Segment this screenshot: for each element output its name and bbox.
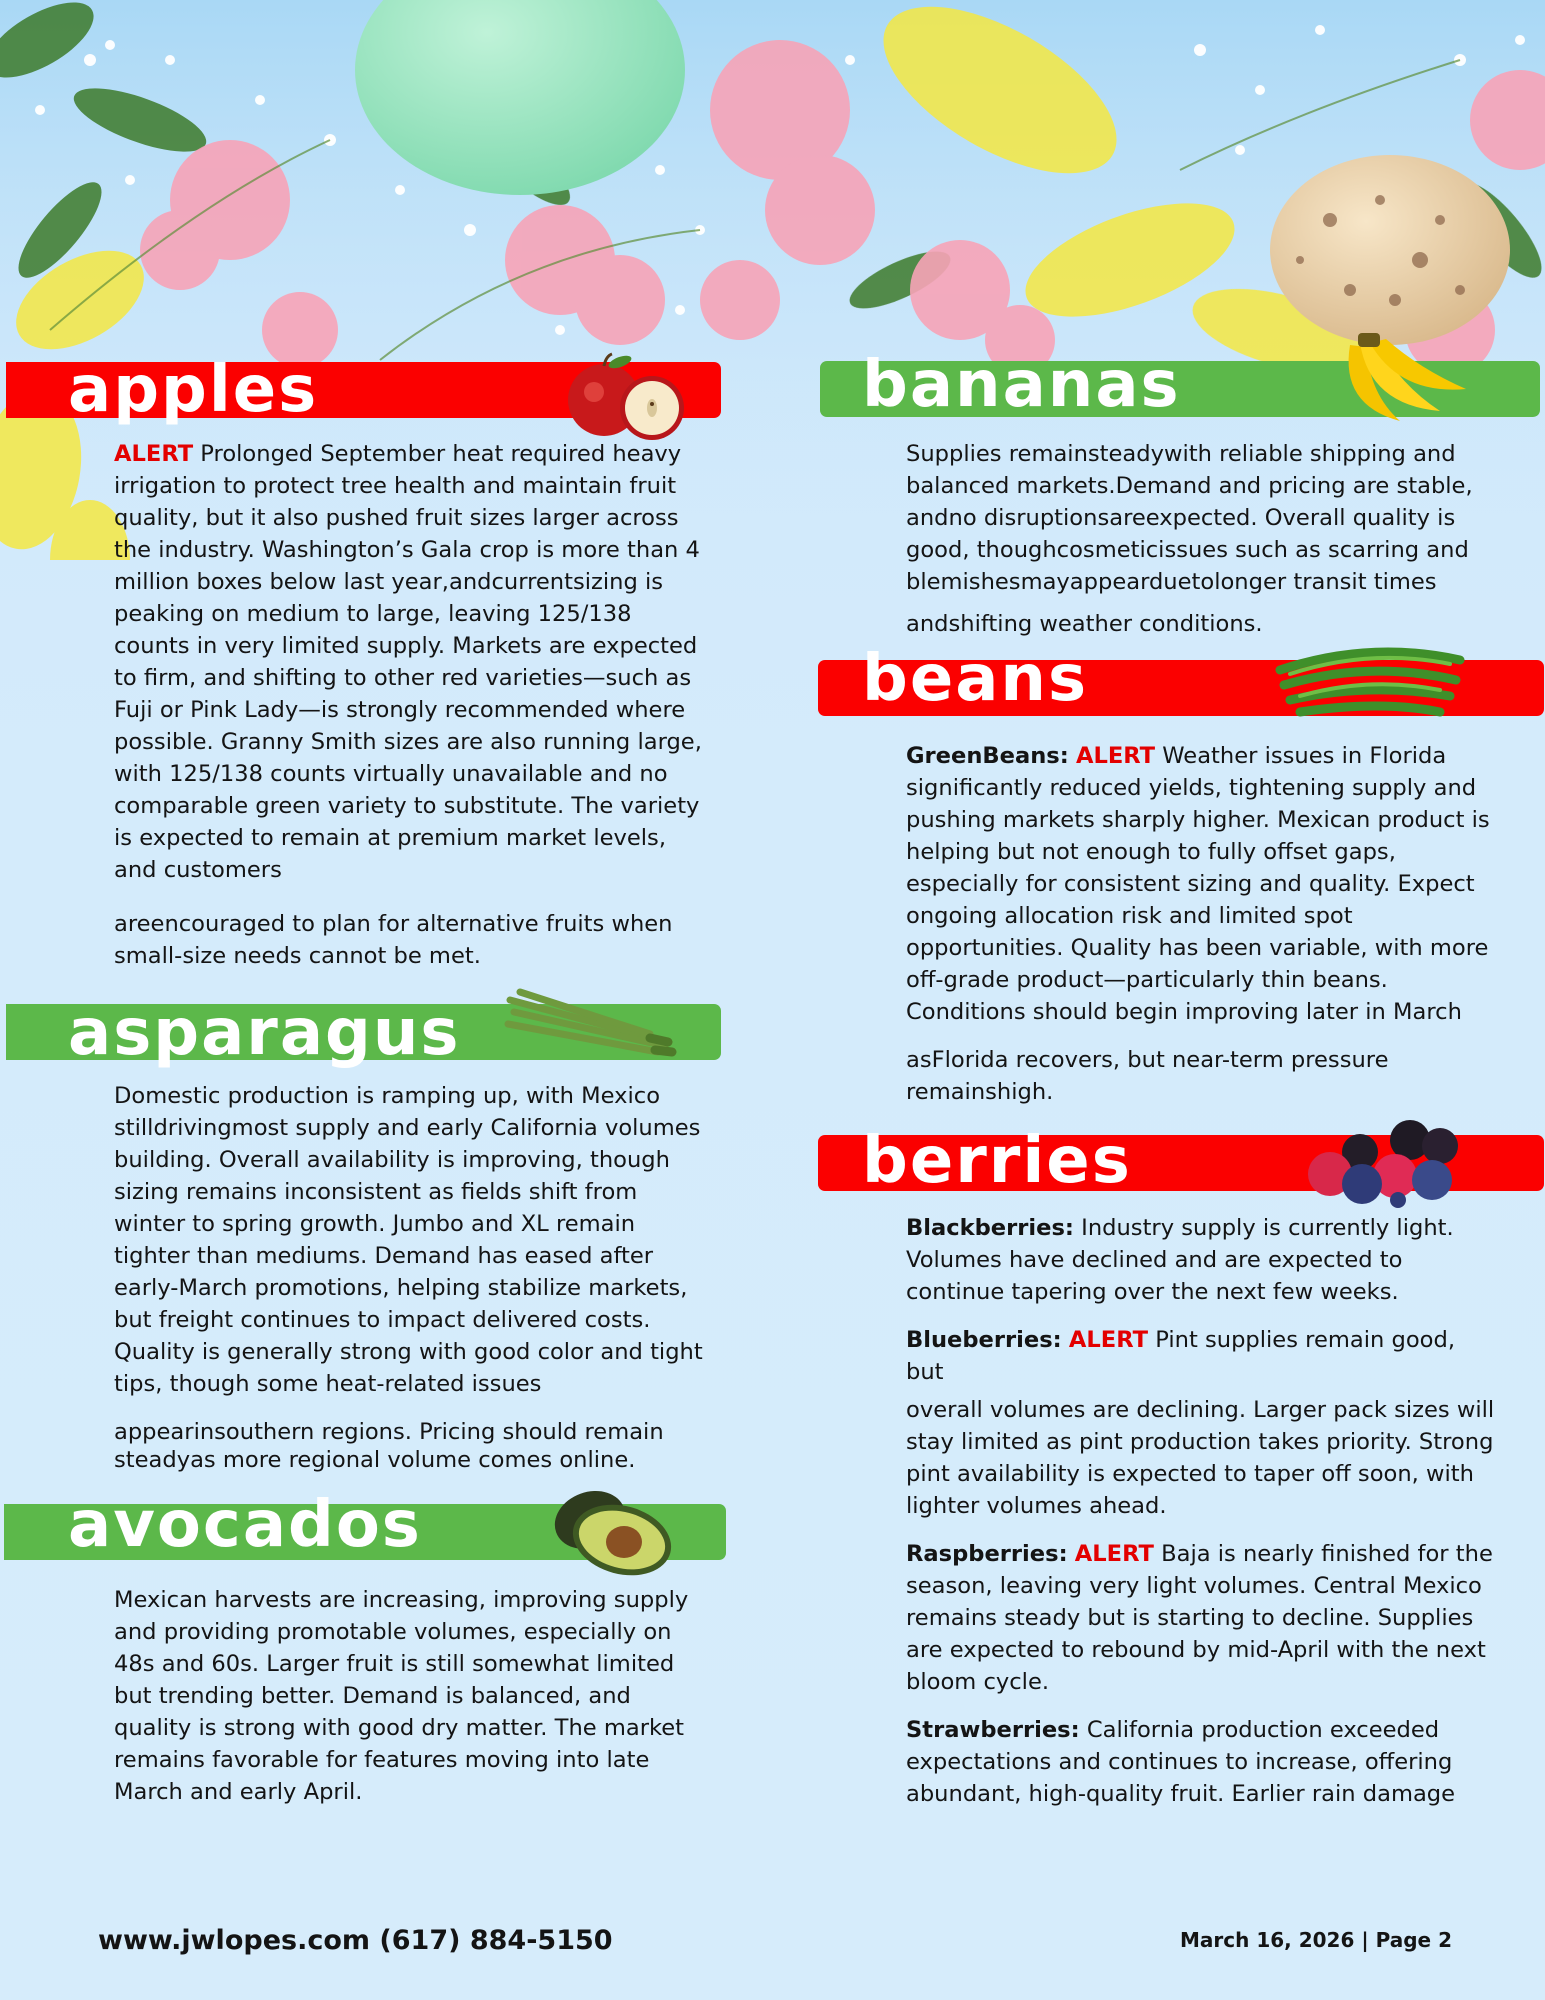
avocados-paragraph-1: Mexican harvests are increasing, improving supply and providing promotable volumes, especially on 48s and 60s. Larger fruit is still somewhat limited but trending better. Demand is balanced, and quality is strong with good dry matter. The market remains favorable for features moving into late March and early April. — [114, 1587, 689, 1805]
bananas-heading: bananas — [862, 348, 1181, 422]
avocados-body — [114, 1584, 704, 1808]
blueberries-label: Blueberries: — [906, 1327, 1062, 1353]
apples-paragraph-1: ALERT Prolonged September heat required heavy irrigation to protect tree health and maintain fruit quality, but it also pushed fruit sizes larger across the industry. Washington’s Gala crop is more than 4 million boxes below last year,andcurrentsizing is peaking on medium to large, leaving 125/138 counts in very limited supply. Markets are expected to firm, and shifting to other red varieties—such as Fuji or Pink Lady—is strongly recommended where possible. Granny Smith sizes are also running large, with 125/138 counts virtually unavailable and no comparable green variety to substitute. The variety is expected to remain at premium market levels, and customers — [114, 441, 702, 883]
raspberries-label: Raspberries: — [906, 1541, 1068, 1567]
apples-body — [114, 438, 704, 972]
berries-body — [906, 1212, 1496, 1810]
asparagus-paragraph-2: appearinsouthern regions. Pricing should remain steadyas more regional volume comes online. — [114, 1419, 664, 1473]
alert-tag: ALERT — [114, 441, 194, 467]
blackberries-label: Blackberries: — [906, 1215, 1074, 1241]
bananas-body — [906, 438, 1496, 640]
raspberries-paragraph: Raspberries: ALERT Baja is nearly finished for the season, leaving very light volumes. Central Mexico remains steady but is starting to decline. Supplies are expected to rebound by mid-April with the next bloom cycle. — [906, 1541, 1493, 1695]
beans-heading: beans — [862, 642, 1089, 716]
blueberries-paragraph-2: overall volumes are declining. Larger pack sizes will stay limited as pint production takes priority. Strong pint availability is expected to taper off soon, with lighter volumes ahead. — [906, 1397, 1495, 1519]
mixed-berries-icon — [1300, 1118, 1470, 1208]
blueberries-paragraph: Blueberries: ALERT Pint supplies remain good, but — [906, 1327, 1455, 1385]
blackberries-paragraph: Blackberries: Industry supply is currently light. Volumes have declined and are expected to continue tapering over the next few weeks. — [906, 1215, 1454, 1305]
banana-icon — [1330, 325, 1470, 435]
asparagus-paragraph-1: Domestic production is ramping up, with Mexico stilldrivingmost supply and early California volumes building. Overall availability is improving, though sizing remains inconsistent as fields shift from winter to spring growth. Jumbo and XL remain tighter than mediums. Demand has eased after early-March promotions, helping stabilize markets, but freight continues to impact delivered costs. Quality is generally strong with good color and tight tips, though some heat-related issues — [114, 1083, 703, 1397]
strawberries-label: Strawberries: — [906, 1717, 1080, 1743]
asparagus-body — [114, 1080, 704, 1474]
alert-tag: ALERT — [1074, 1541, 1154, 1567]
beans-paragraph-1: GreenBeans: ALERT Weather issues in Florida significantly reduced yields, tightening supply and pushing markets sharply higher. Mexican product is helping but not enough to fully offset gaps, especially for consistent sizing and quality. Expect ongoing allocation risk and limited spot opportunities. Quality has been variable, with more off-grade product—particularly thin beans. Conditions should begin improving later in March — [906, 743, 1490, 1025]
apples-paragraph-2: areencouraged to plan for alternative fruits when small-size needs cannot be met. — [114, 911, 673, 969]
asparagus-heading: asparagus — [68, 996, 461, 1070]
beans-paragraph-2: asFlorida recovers, but near-term pressure remainshigh. — [906, 1047, 1389, 1105]
apples-heading: apples — [68, 353, 319, 427]
alert-tag: ALERT — [1075, 743, 1156, 769]
bananas-paragraph-1: Supplies remainsteadywith reliable shipping and balanced markets.Demand and pricing are stable, andno disruptionsareexpected. Overall quality is good, thoughcosmeticissues such as scarring and blemishesmayappearduetolonger transit times — [906, 441, 1473, 595]
berries-heading: berries — [862, 1124, 1132, 1198]
green-beans-icon — [1270, 630, 1470, 730]
alert-tag: ALERT — [1068, 1327, 1149, 1353]
asparagus-icon — [500, 980, 680, 1070]
footer-website-phone: www.jwlopes.com (617) 884-5150 — [98, 1925, 613, 1956]
strawberries-paragraph: Strawberries: California production exceeded expectations and continues to increase, offering abundant, high-quality fruit. Earlier rain damage — [906, 1717, 1456, 1807]
avocados-heading: avocados — [68, 1488, 422, 1562]
avocado-icon — [540, 1482, 680, 1582]
footer-date-page: March 16, 2026 | Page 2 — [1180, 1928, 1452, 1952]
green-beans-label: GreenBeans: — [906, 743, 1069, 769]
apple-icon — [560, 352, 690, 442]
beans-body — [906, 740, 1496, 1108]
bananas-paragraph-2: andshifting weather conditions. — [906, 611, 1263, 637]
